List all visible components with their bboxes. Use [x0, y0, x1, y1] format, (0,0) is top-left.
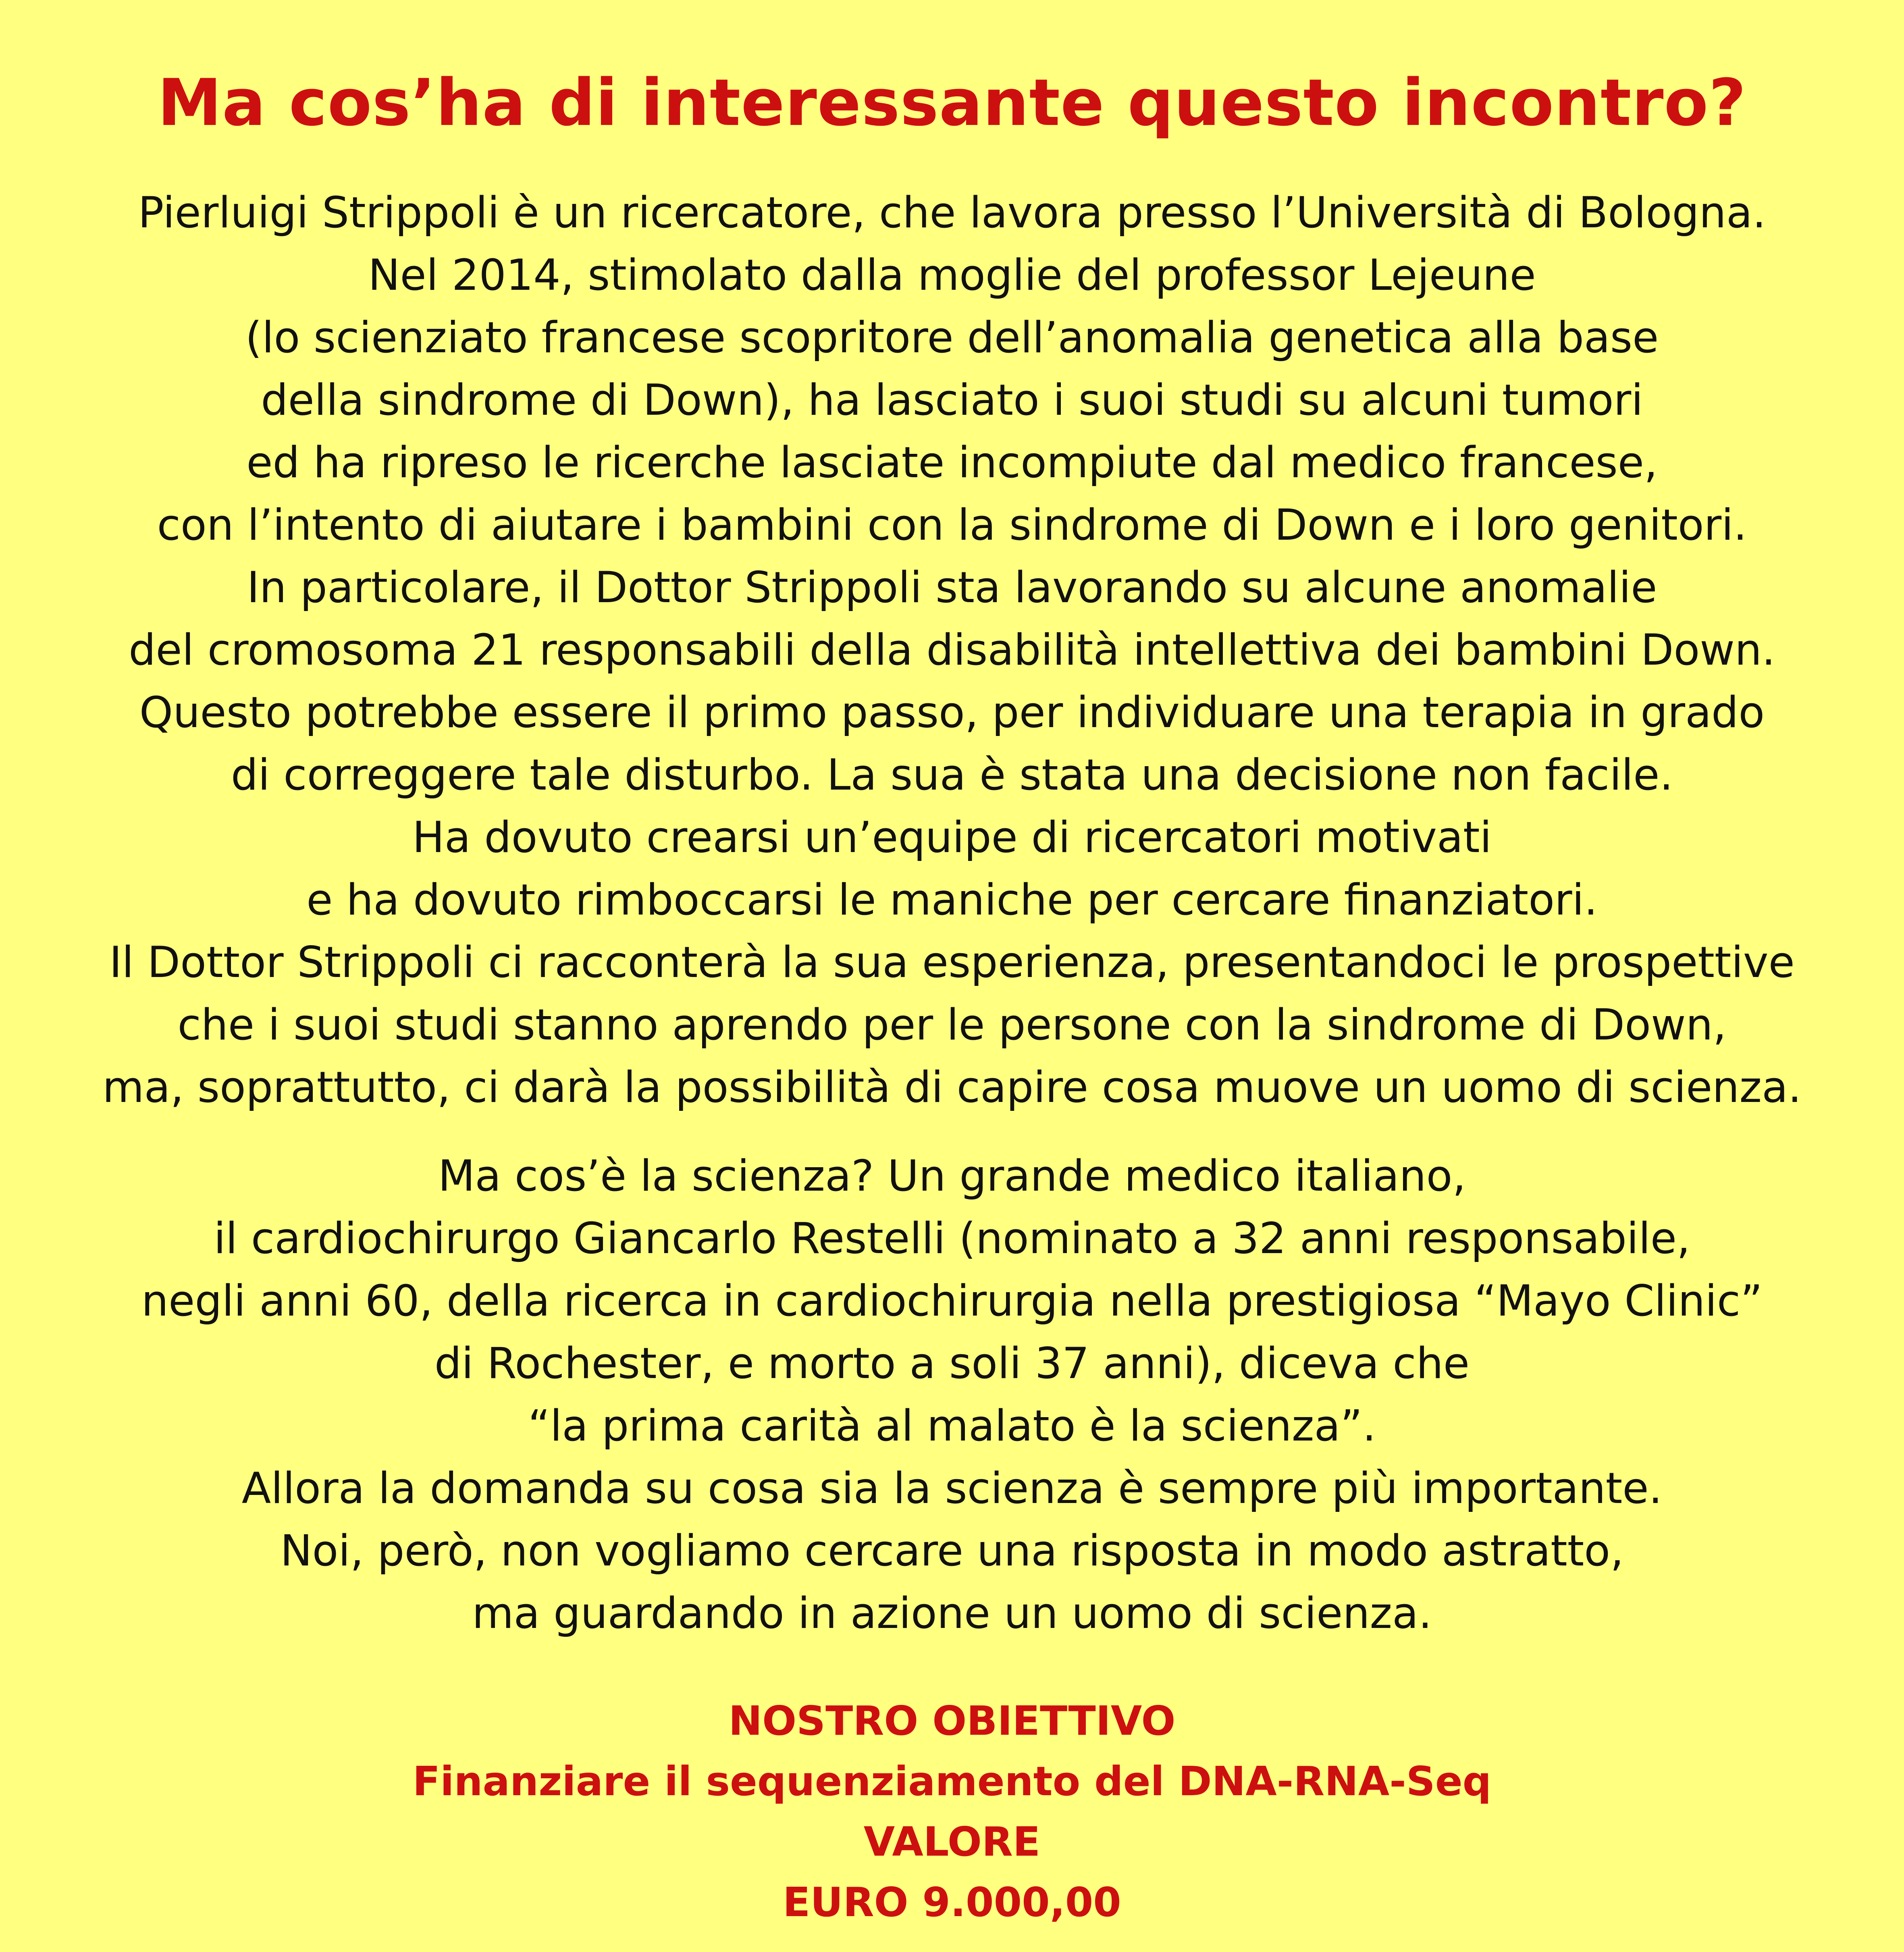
text-line: Pierluigi Strippoli è un ricercatore, che lavora presso l’Università di Bologna. — [138, 188, 1766, 237]
text-line: ma, soprattutto, ci darà la possibilità di capire cosa muove un uomo di scienza. — [102, 1062, 1802, 1112]
text-line: (lo scienziato francese scopritore dell’anomalia genetica alla base — [245, 313, 1659, 362]
text-line: ma guardando in azione un uomo di scienza. — [472, 1588, 1432, 1638]
text-line: Questo potrebbe essere il primo passo, per individuare una terapia in grado — [139, 688, 1765, 737]
text-line: ed ha ripreso le ricerche lasciate incompiute dal medico francese, — [246, 438, 1658, 487]
text-line: di correggere tale disturbo. La sua è stata una decisione non facile. — [231, 750, 1673, 800]
value-label: VALORE — [863, 1818, 1041, 1865]
text-line: e ha dovuto rimboccarsi le maniche per cercare finanziatori. — [306, 875, 1598, 925]
text-line: il cardiochirurgo Giancarlo Restelli (nominato a 32 anni responsabile, — [214, 1214, 1690, 1263]
science-paragraph — [0, 1145, 1904, 1644]
intro-paragraph — [0, 181, 1904, 1118]
text-line: Noi, però, non vogliamo cercare una risposta in modo astratto, — [280, 1526, 1624, 1576]
text-line: Nel 2014, stimolato dalla moglie del professor Lejeune — [368, 250, 1536, 300]
text-line: della sindrome di Down), ha lasciato i suoi studi su alcuni tumori — [261, 375, 1643, 425]
text-line: Allora la domanda su cosa sia la scienza è sempre più importante. — [241, 1463, 1663, 1513]
text-line: con l’intento di aiutare i bambini con la sindrome di Down e i loro genitori. — [157, 500, 1747, 550]
text-line: che i suoi studi stanno aprendo per le persone con la sindrome di Down, — [177, 1000, 1727, 1050]
text-line: Ha dovuto crearsi un’equipe di ricercatori motivati — [412, 813, 1492, 862]
text-line: Ma cos’è la scienza? Un grande medico italiano, — [438, 1151, 1466, 1201]
text-line: di Rochester, e morto a soli 37 anni), diceva che — [434, 1339, 1470, 1388]
goal-section — [0, 1691, 1904, 1933]
value-amount: EURO 9.000,00 — [783, 1879, 1121, 1926]
goal-heading: NOSTRO OBIETTIVO — [728, 1697, 1176, 1744]
goal-text: Finanziare il sequenziamento del DNA-RNA-Seq — [412, 1758, 1492, 1805]
page-title: Ma cos’ha di interessante questo incontro? — [157, 65, 1747, 140]
text-line: del cromosoma 21 responsabili della disabilità intellettiva dei bambini Down. — [129, 625, 1775, 675]
text-line: “la prima carità al malato è la scienza”. — [528, 1401, 1376, 1451]
text-line: Il Dottor Strippoli ci racconterà la sua esperienza, presentandoci le prospettive — [109, 938, 1795, 987]
text-line: negli anni 60, della ricerca in cardiochirurgia nella prestigiosa “Mayo Clinic” — [141, 1276, 1763, 1326]
text-line: In particolare, il Dottor Strippoli sta lavorando su alcune anomalie — [247, 563, 1657, 612]
